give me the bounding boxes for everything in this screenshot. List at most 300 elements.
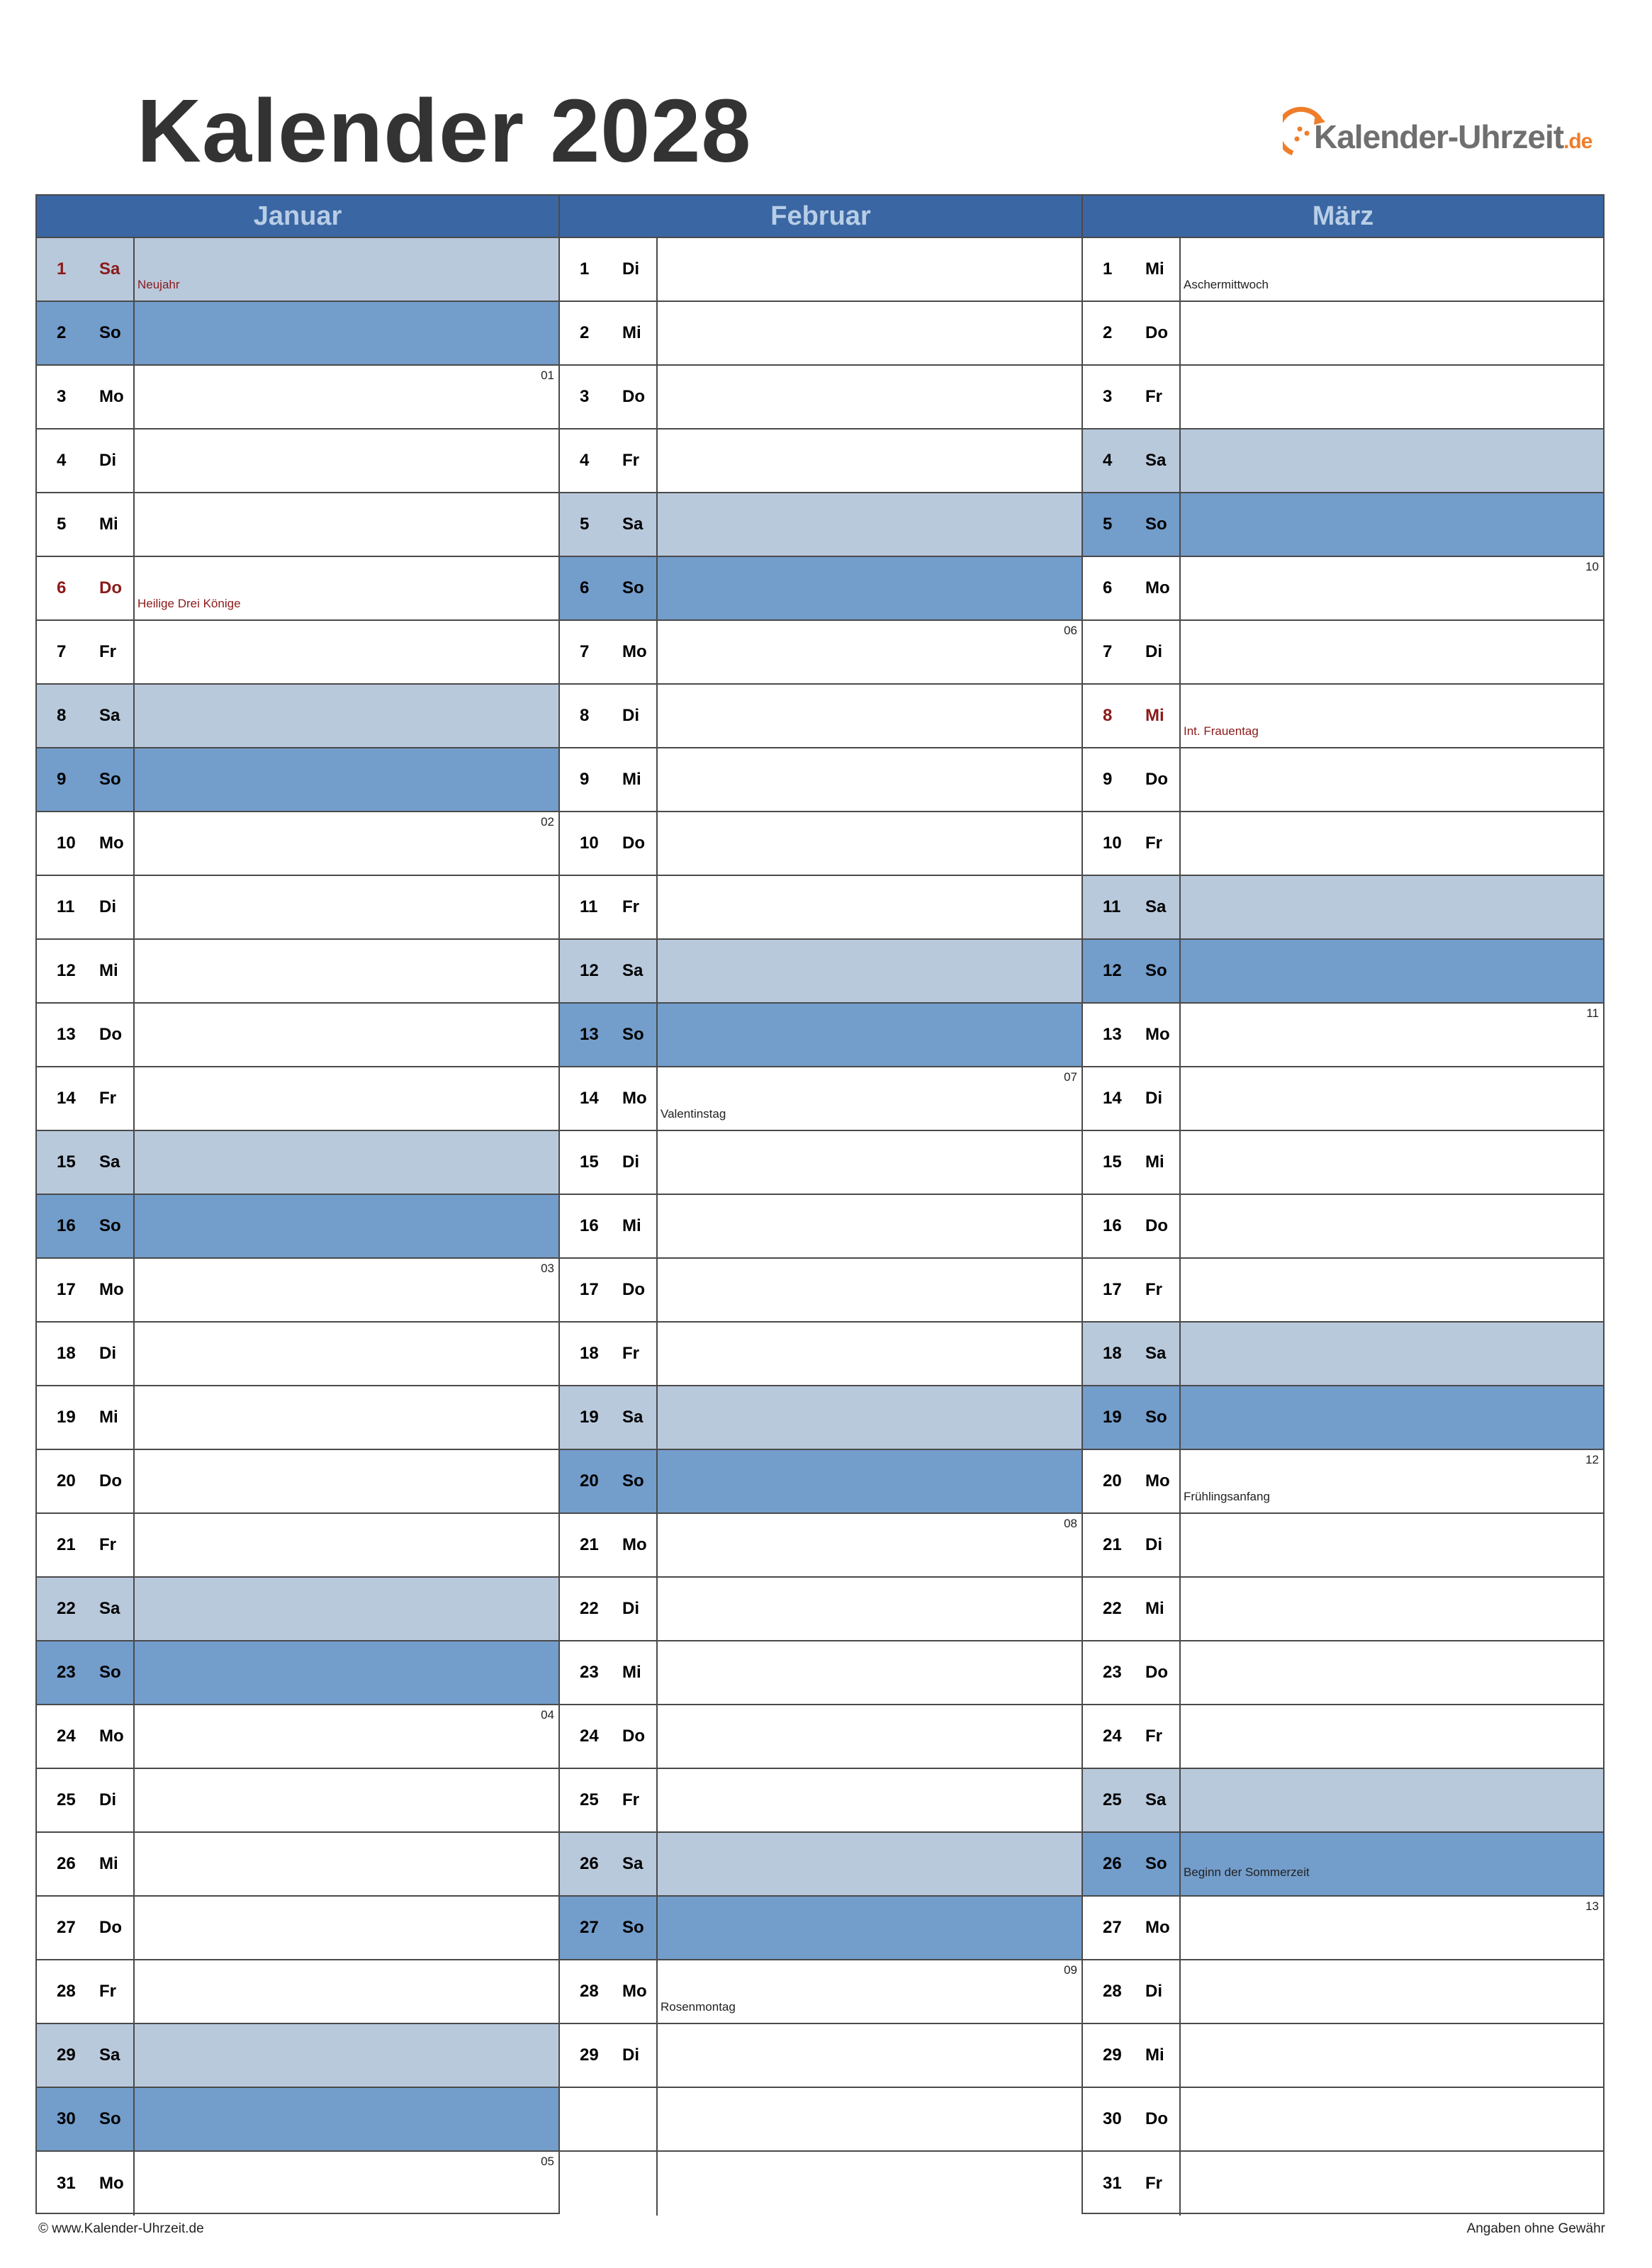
day-number: 30	[57, 2109, 76, 2128]
day-row[interactable]	[560, 1004, 1081, 1067]
day-cell	[1083, 748, 1181, 811]
day-cell	[1083, 1578, 1181, 1640]
weekday-name: Do	[99, 1918, 122, 1937]
day-cell	[1083, 1259, 1181, 1321]
day-notes-area	[135, 748, 558, 811]
day-notes-area	[135, 1578, 558, 1640]
day-row[interactable]	[560, 238, 1081, 302]
day-cell	[560, 1004, 658, 1066]
day-row[interactable]	[37, 2024, 558, 2088]
day-row[interactable]	[560, 812, 1081, 876]
day-notes-area	[1181, 2088, 1603, 2150]
day-row[interactable]	[1083, 1323, 1603, 1386]
day-row[interactable]	[37, 302, 558, 366]
holiday-note: Beginn der Sommerzeit	[1184, 1865, 1310, 1879]
day-notes-area	[658, 302, 1081, 364]
day-row[interactable]	[37, 876, 558, 940]
day-row[interactable]	[1083, 1514, 1603, 1578]
holiday-note: Neujahr	[137, 278, 180, 291]
day-row[interactable]	[37, 1514, 558, 1578]
calendar-grid	[35, 194, 1605, 2214]
day-notes-area	[1181, 812, 1603, 875]
day-row[interactable]	[560, 1195, 1081, 1259]
day-cell	[560, 1769, 658, 1831]
week-number: 12	[1585, 1453, 1599, 1466]
day-notes-area	[135, 238, 558, 301]
day-notes-area	[135, 1067, 558, 1130]
day-cell	[1083, 1705, 1181, 1768]
day-notes-area	[1181, 1897, 1603, 1959]
holiday-note: Frühlingsanfang	[1184, 1490, 1270, 1503]
day-row[interactable]	[1083, 1641, 1603, 1705]
day-number: 27	[57, 1918, 76, 1937]
day-row[interactable]	[560, 748, 1081, 812]
day-notes-area	[1181, 430, 1603, 492]
day-row[interactable]	[37, 1705, 558, 1769]
day-row[interactable]	[560, 1833, 1081, 1897]
day-cell	[37, 1960, 135, 2023]
day-notes-area	[135, 1386, 558, 1449]
day-row[interactable]	[37, 2152, 558, 2216]
day-notes-area	[658, 366, 1081, 428]
week-number: 10	[1585, 560, 1599, 573]
weekday-name: Do	[1145, 1216, 1168, 1235]
day-row[interactable]	[1083, 685, 1603, 748]
footer-copyright: © www.Kalender-Uhrzeit.de	[38, 2221, 204, 2236]
day-number: 16	[57, 1216, 76, 1235]
weekday-name: Fr	[99, 1982, 116, 2001]
day-cell	[560, 366, 658, 428]
day-cell	[560, 1323, 658, 1385]
weekday-name: Mi	[1145, 1152, 1164, 1172]
weekday-name: Do	[622, 1280, 645, 1299]
weekday-name: Mo	[1145, 1471, 1170, 1491]
week-number: 03	[541, 1262, 554, 1275]
day-notes-area	[658, 1514, 1081, 1576]
day-row[interactable]	[37, 1067, 558, 1131]
day-cell	[1083, 1067, 1181, 1130]
day-row[interactable]	[560, 2024, 1081, 2088]
day-notes-area	[658, 1195, 1081, 1257]
day-cell	[560, 1131, 658, 1194]
day-number: 17	[57, 1280, 76, 1299]
day-row[interactable]	[560, 1769, 1081, 1833]
day-number: 5	[57, 515, 67, 534]
day-cell	[1083, 302, 1181, 364]
day-notes-area	[658, 493, 1081, 556]
weekday-name: Mi	[1145, 706, 1164, 725]
day-notes-area	[1181, 366, 1603, 428]
day-notes-area	[658, 1259, 1081, 1321]
day-number: 22	[57, 1599, 76, 1618]
day-row[interactable]	[1083, 1960, 1603, 2024]
day-cell	[37, 1705, 135, 1768]
weekday-name: So	[622, 1025, 644, 1044]
day-row[interactable]	[560, 1641, 1081, 1705]
day-cell	[37, 366, 135, 428]
day-notes-area	[1181, 557, 1603, 619]
day-notes-area	[658, 1386, 1081, 1449]
day-row[interactable]	[560, 1960, 1081, 2024]
day-number: 19	[1103, 1408, 1122, 1427]
day-notes-area	[1181, 940, 1603, 1002]
weekday-name: Fr	[99, 1089, 116, 1108]
day-number: 8	[57, 706, 67, 725]
day-row[interactable]	[37, 557, 558, 621]
month-column	[1083, 196, 1603, 2213]
day-number: 26	[580, 1854, 599, 1873]
day-notes-area	[1181, 1323, 1603, 1385]
day-row[interactable]	[37, 621, 558, 685]
day-row[interactable]	[1083, 1195, 1603, 1259]
weekday-name: Sa	[1145, 1790, 1167, 1809]
day-number: 12	[580, 961, 599, 980]
day-row[interactable]	[560, 876, 1081, 940]
weekday-name: Di	[99, 1790, 116, 1809]
weekday-name: Mo	[1145, 578, 1170, 597]
day-cell	[1083, 1641, 1181, 1704]
day-cell	[1083, 685, 1181, 747]
day-cell	[37, 430, 135, 492]
day-notes-area	[658, 748, 1081, 811]
weekday-name: Sa	[622, 961, 644, 980]
day-number: 23	[1103, 1663, 1122, 1682]
day-number: 13	[1103, 1025, 1122, 1044]
day-number: 15	[1103, 1152, 1122, 1172]
weekday-name: Fr	[1145, 1280, 1162, 1299]
day-row[interactable]	[37, 493, 558, 557]
day-row[interactable]	[1083, 1769, 1603, 1833]
day-notes-area	[135, 302, 558, 364]
day-row[interactable]	[560, 366, 1081, 430]
day-row[interactable]	[560, 1259, 1081, 1323]
day-row[interactable]	[37, 1833, 558, 1897]
day-cell	[560, 1960, 658, 2023]
weekday-name: Do	[622, 387, 645, 406]
day-notes-area	[135, 1259, 558, 1321]
week-number: 07	[1064, 1070, 1077, 1084]
day-notes-area	[135, 1195, 558, 1257]
weekday-name: Di	[1145, 1535, 1162, 1554]
day-row[interactable]	[37, 1450, 558, 1514]
day-number: 11	[1103, 897, 1121, 916]
day-number: 18	[580, 1344, 599, 1363]
day-cell	[37, 1578, 135, 1640]
day-number: 21	[57, 1535, 76, 1554]
day-cell	[37, 238, 135, 301]
day-notes-area	[1181, 1450, 1603, 1512]
day-row[interactable]	[1083, 1004, 1603, 1067]
weekday-name: Fr	[1145, 833, 1162, 853]
day-row[interactable]	[560, 1323, 1081, 1386]
day-cell	[37, 1386, 135, 1449]
day-row[interactable]	[37, 1578, 558, 1641]
weekday-name: Fr	[622, 897, 639, 916]
day-row[interactable]	[1083, 1131, 1603, 1195]
day-number: 23	[580, 1663, 599, 1682]
weekday-name: Do	[622, 833, 645, 853]
day-cell	[560, 1450, 658, 1512]
day-row[interactable]	[560, 1514, 1081, 1578]
day-row[interactable]	[37, 430, 558, 493]
day-row[interactable]	[560, 1386, 1081, 1450]
day-row[interactable]	[37, 1897, 558, 1960]
day-notes-area	[135, 430, 558, 492]
day-row[interactable]	[37, 685, 558, 748]
day-number: 15	[580, 1152, 599, 1172]
day-notes-area	[1181, 1195, 1603, 1257]
day-row[interactable]	[37, 238, 558, 302]
day-cell	[37, 493, 135, 556]
day-cell	[37, 557, 135, 619]
day-row[interactable]	[1083, 2088, 1603, 2152]
day-number: 1	[57, 259, 67, 279]
day-row[interactable]	[1083, 2024, 1603, 2088]
day-notes-area	[135, 1897, 558, 1959]
day-row[interactable]	[560, 430, 1081, 493]
week-number: 13	[1585, 1899, 1599, 1913]
day-row[interactable]	[1083, 1450, 1603, 1514]
day-row[interactable]	[1083, 1833, 1603, 1897]
day-number: 19	[57, 1408, 76, 1427]
day-number: 24	[1103, 1727, 1122, 1746]
day-number: 24	[57, 1727, 76, 1746]
day-row[interactable]	[1083, 1705, 1603, 1769]
weekday-name: Fr	[99, 642, 116, 661]
day-cell	[560, 1705, 658, 1768]
day-row[interactable]	[560, 1897, 1081, 1960]
day-number: 6	[580, 578, 590, 597]
weekday-name: Sa	[99, 2045, 120, 2065]
day-number: 26	[57, 1854, 76, 1873]
weekday-name: Do	[99, 1471, 122, 1491]
day-number: 11	[57, 897, 75, 916]
day-number: 7	[57, 642, 67, 661]
day-number: 10	[580, 833, 599, 853]
day-cell	[560, 2024, 658, 2087]
day-row[interactable]	[560, 621, 1081, 685]
day-row[interactable]	[560, 1450, 1081, 1514]
day-row[interactable]	[1083, 1578, 1603, 1641]
day-cell	[37, 748, 135, 811]
day-cell	[1083, 940, 1181, 1002]
day-row[interactable]	[1083, 621, 1603, 685]
day-row[interactable]	[1083, 366, 1603, 430]
day-number: 15	[57, 1152, 76, 1172]
day-notes-area	[1181, 1705, 1603, 1768]
day-number: 10	[57, 833, 76, 853]
day-notes-area	[1181, 1131, 1603, 1194]
weekday-name: So	[1145, 515, 1167, 534]
day-row[interactable]	[1083, 812, 1603, 876]
day-row[interactable]	[560, 1067, 1081, 1131]
day-cell	[37, 2152, 135, 2216]
day-notes-area	[658, 430, 1081, 492]
logo[interactable]	[1283, 98, 1595, 169]
day-number: 22	[1103, 1599, 1122, 1618]
day-number: 9	[1103, 770, 1113, 789]
day-cell	[1083, 493, 1181, 556]
day-cell	[560, 2088, 658, 2150]
day-notes-area	[658, 2152, 1081, 2216]
day-number: 10	[1103, 833, 1122, 853]
weekday-name: Di	[1145, 1982, 1162, 2001]
day-number: 28	[580, 1982, 599, 2001]
day-row[interactable]	[560, 557, 1081, 621]
day-cell	[37, 1195, 135, 1257]
day-row[interactable]	[1083, 2152, 1603, 2216]
day-row[interactable]	[1083, 493, 1603, 557]
day-row[interactable]	[37, 1131, 558, 1195]
day-row[interactable]	[37, 812, 558, 876]
week-number: 04	[541, 1708, 554, 1722]
day-row[interactable]	[1083, 1386, 1603, 1450]
day-cell	[560, 302, 658, 364]
day-number: 14	[57, 1089, 76, 1108]
weekday-name: Di	[99, 897, 116, 916]
day-row[interactable]	[1083, 1067, 1603, 1131]
day-notes-area	[1181, 302, 1603, 364]
day-row[interactable]	[560, 302, 1081, 366]
day-notes-area	[658, 685, 1081, 747]
day-number: 2	[1103, 323, 1113, 342]
day-row[interactable]	[560, 940, 1081, 1004]
day-row[interactable]	[37, 366, 558, 430]
day-number: 29	[580, 2045, 599, 2065]
weekday-name: Di	[1145, 1089, 1162, 1108]
weekday-name: So	[1145, 1854, 1167, 1873]
day-cell	[560, 876, 658, 938]
weekday-name: Mi	[622, 1663, 641, 1682]
day-number: 29	[1103, 2045, 1122, 2065]
day-row[interactable]	[37, 2088, 558, 2152]
day-number: 20	[580, 1471, 599, 1491]
day-notes-area	[1181, 1259, 1603, 1321]
day-row[interactable]	[1083, 430, 1603, 493]
week-number: 05	[541, 2155, 554, 2168]
weekday-name: Sa	[622, 1854, 644, 1873]
weekday-name: So	[622, 1918, 644, 1937]
day-notes-area	[1181, 238, 1603, 301]
day-row[interactable]	[37, 748, 558, 812]
day-number: 25	[1103, 1790, 1122, 1809]
day-row[interactable]	[560, 1705, 1081, 1769]
weekday-name: Mo	[1145, 1918, 1170, 1937]
day-row[interactable]	[560, 493, 1081, 557]
day-notes-area	[1181, 1833, 1603, 1895]
day-row[interactable]	[1083, 238, 1603, 302]
day-cell	[560, 2152, 658, 2216]
weekday-name: Sa	[1145, 897, 1167, 916]
day-cell	[1083, 1960, 1181, 2023]
day-notes-area	[658, 1578, 1081, 1640]
month-header: März	[1083, 196, 1603, 238]
day-row[interactable]	[1083, 1897, 1603, 1960]
month-column	[37, 196, 560, 2213]
weekday-name: So	[99, 770, 121, 789]
day-row[interactable]	[560, 1578, 1081, 1641]
day-cell	[560, 1897, 658, 1959]
weekday-name: Mi	[99, 1854, 118, 1873]
weekday-name: Di	[622, 1599, 639, 1618]
weekday-name: Fr	[99, 1535, 116, 1554]
day-cell	[37, 940, 135, 1002]
day-notes-area	[135, 685, 558, 747]
weekday-name: Mi	[1145, 1599, 1164, 1618]
day-number: 27	[1103, 1918, 1122, 1937]
day-cell	[1083, 366, 1181, 428]
day-row[interactable]	[1083, 940, 1603, 1004]
day-number: 30	[1103, 2109, 1122, 2128]
day-cell	[1083, 876, 1181, 938]
day-row[interactable]	[37, 1641, 558, 1705]
day-cell	[37, 876, 135, 938]
day-number: 28	[57, 1982, 76, 2001]
day-cell	[1083, 1323, 1181, 1385]
day-number: 25	[580, 1790, 599, 1809]
day-row[interactable]	[1083, 748, 1603, 812]
day-notes-area	[1181, 748, 1603, 811]
day-notes-area	[135, 621, 558, 683]
day-row[interactable]	[1083, 302, 1603, 366]
day-row[interactable]	[37, 1323, 558, 1386]
day-cell	[560, 1514, 658, 1576]
day-number: 5	[1103, 515, 1113, 534]
day-row[interactable]	[560, 1131, 1081, 1195]
day-notes-area	[1181, 876, 1603, 938]
day-row[interactable]	[37, 1769, 558, 1833]
day-number: 9	[580, 770, 590, 789]
day-notes-area	[135, 1705, 558, 1768]
weekday-name: Fr	[1145, 1727, 1162, 1746]
holiday-note: Rosenmontag	[661, 2000, 736, 2014]
day-notes-area	[135, 1833, 558, 1895]
day-number: 26	[1103, 1854, 1122, 1873]
weekday-name: So	[622, 1471, 644, 1491]
day-row[interactable]	[1083, 876, 1603, 940]
day-row[interactable]	[37, 940, 558, 1004]
day-notes-area	[135, 2024, 558, 2087]
weekday-name: Di	[622, 259, 639, 279]
day-number: 31	[57, 2174, 76, 2193]
day-row[interactable]	[1083, 557, 1603, 621]
day-cell	[37, 1514, 135, 1576]
day-notes-area	[658, 1897, 1081, 1959]
weekday-name: Fr	[622, 451, 639, 470]
weekday-name: Fr	[1145, 2174, 1162, 2193]
day-row[interactable]	[37, 1004, 558, 1067]
day-row[interactable]	[560, 2088, 1081, 2152]
day-notes-area	[1181, 2024, 1603, 2087]
day-row[interactable]	[37, 1259, 558, 1323]
day-notes-area	[135, 876, 558, 938]
weekday-name: So	[622, 578, 644, 597]
day-cell	[37, 1067, 135, 1130]
holiday-note: Heilige Drei Könige	[137, 597, 241, 610]
weekday-name: Sa	[99, 259, 120, 279]
day-row[interactable]	[37, 1960, 558, 2024]
day-row[interactable]	[560, 2152, 1081, 2216]
day-cell	[1083, 812, 1181, 875]
day-number: 25	[57, 1790, 76, 1809]
day-number: 17	[580, 1280, 599, 1299]
day-row[interactable]	[560, 685, 1081, 748]
weekday-name: Mi	[99, 961, 118, 980]
day-row[interactable]	[37, 1195, 558, 1259]
day-number: 9	[57, 770, 67, 789]
day-row[interactable]	[37, 1386, 558, 1450]
day-row[interactable]	[1083, 1259, 1603, 1323]
